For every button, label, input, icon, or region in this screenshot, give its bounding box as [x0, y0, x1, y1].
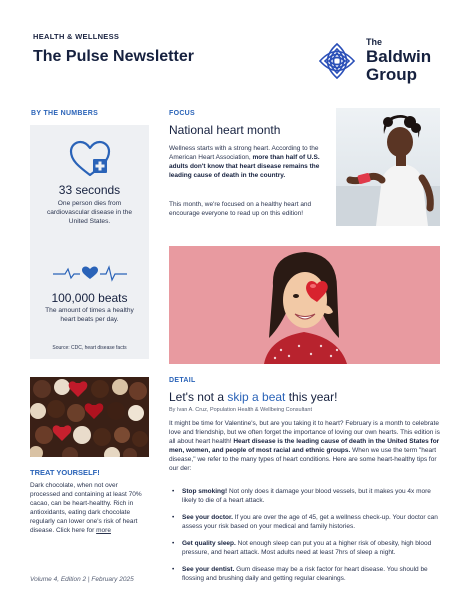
chocolates-photo [30, 377, 149, 457]
detail-byline: By Ivan A. Cruz, Population Health & Wellbeing Consultant [169, 407, 312, 413]
chocolates-illustration [30, 377, 149, 457]
treat-yourself-label: TREAT YOURSELF! [30, 468, 100, 477]
baldwin-group-logo[interactable] [314, 36, 444, 84]
tip-title: See your dentist. [182, 565, 235, 573]
logo-the: The [366, 37, 383, 47]
tip-text: If you are over the age of 45, get a wellness check-up. Your doctor can assess your risk based on your medical and family histories. [182, 513, 438, 530]
heart-woman-illustration [169, 246, 440, 364]
detail-p-bold: Heart disease is the leading cause of death in the United States for men, women, and people of most racial and ethnic groups. [169, 437, 440, 454]
focus-label: FOCUS [169, 110, 195, 117]
numbers-panel [30, 125, 149, 359]
source-note[interactable]: Source: CDC, heart disease facts [52, 345, 127, 351]
edition-footer: Volume 4, Edition 2 | February 2025 [30, 576, 134, 583]
detail-title-highlight: skip a beat [227, 390, 286, 404]
runner-illustration [336, 108, 440, 226]
detail-paragraph [169, 420, 441, 474]
detail-title-a: Let's not a [169, 390, 228, 404]
tip-item [172, 566, 442, 584]
tip-item [172, 514, 442, 532]
detail-p-c: When we use the term "heart disease," we refer to the many types of heart conditions. Here are some heart-healthy tips for our der: [169, 446, 437, 472]
logo-line2: Group [366, 65, 417, 84]
tip-text: Not enough sleep can put you at a higher risk of obesity, high blood pressure, and heart attack. Most adults need at least 7hrs of sleep a night. [182, 539, 432, 556]
tip-title: See your doctor. [182, 513, 233, 521]
logo-mark-icon [314, 38, 360, 84]
detail-title-b: this year! [285, 390, 338, 404]
focus-paragraph-1 [169, 145, 321, 181]
heart-woman-photo [169, 246, 440, 364]
logo-wordmark [366, 38, 431, 83]
detail-title [169, 390, 337, 404]
focus-p1-text: Wellness starts with a strong heart. According to the American Heart Association, [169, 145, 319, 161]
runner-photo [336, 108, 440, 226]
stat-33-seconds-desc: One person dies from cardiovascular disease in the United States. [46, 200, 133, 225]
focus-paragraph-2: This month, we're focused on a healthy heart and encourage everyone to read up on this edition! [169, 201, 312, 217]
logo-line1: Baldwin [366, 47, 432, 66]
treat-body: Dark chocolate, when not over processed and containing at least 70% cacao, can be heart-healthy. Rich in antioxidants, eating dark chocolate regularly can lower one's risk of heart disease. Click here for [30, 482, 142, 534]
focus-p1-bold: more than half of U.S. adults don't know that heart disease remains the leading cause of death in the country. [169, 153, 320, 179]
heart-plus-icon [68, 139, 112, 179]
tip-title: Stop smoking! [182, 488, 228, 495]
stat-100000-beats-desc: The amount of times a healthy heart beats per day. [45, 307, 134, 323]
focus-title: National heart month [169, 123, 281, 137]
tip-item [172, 488, 442, 506]
treat-more-link[interactable]: more [96, 526, 111, 534]
stat-33-seconds: 33 seconds [58, 183, 121, 197]
heartbeat-line-icon [53, 264, 127, 282]
treat-yourself-text [30, 482, 149, 536]
heart-tips-list [172, 488, 442, 592]
by-the-numbers-label: BY THE NUMBERS [31, 110, 99, 117]
detail-p-a: It might be time for Valentine's, but are you taking it to heart? February is a month to celebrate love and friendship, but we often forget the importance of loving our own hearts. This edition is all about heart health! [169, 420, 440, 445]
newsletter-title: The Pulse Newsletter [33, 48, 194, 65]
tip-title: Get quality sleep. [182, 539, 236, 547]
tip-text: Not only does it damage your blood vessels, but it makes you 4x more likely to die of a heart attack. [182, 488, 431, 504]
detail-label: DETAIL [169, 377, 196, 384]
stat-100000-beats: 100,000 beats [51, 291, 128, 305]
tip-text: Gum disease may be a risk factor for heart disease. You should be flossing and brushing daily and getting regular cleanings. [182, 565, 428, 582]
header-kicker: HEALTH & WELLNESS [33, 32, 120, 41]
tip-item [172, 540, 442, 558]
